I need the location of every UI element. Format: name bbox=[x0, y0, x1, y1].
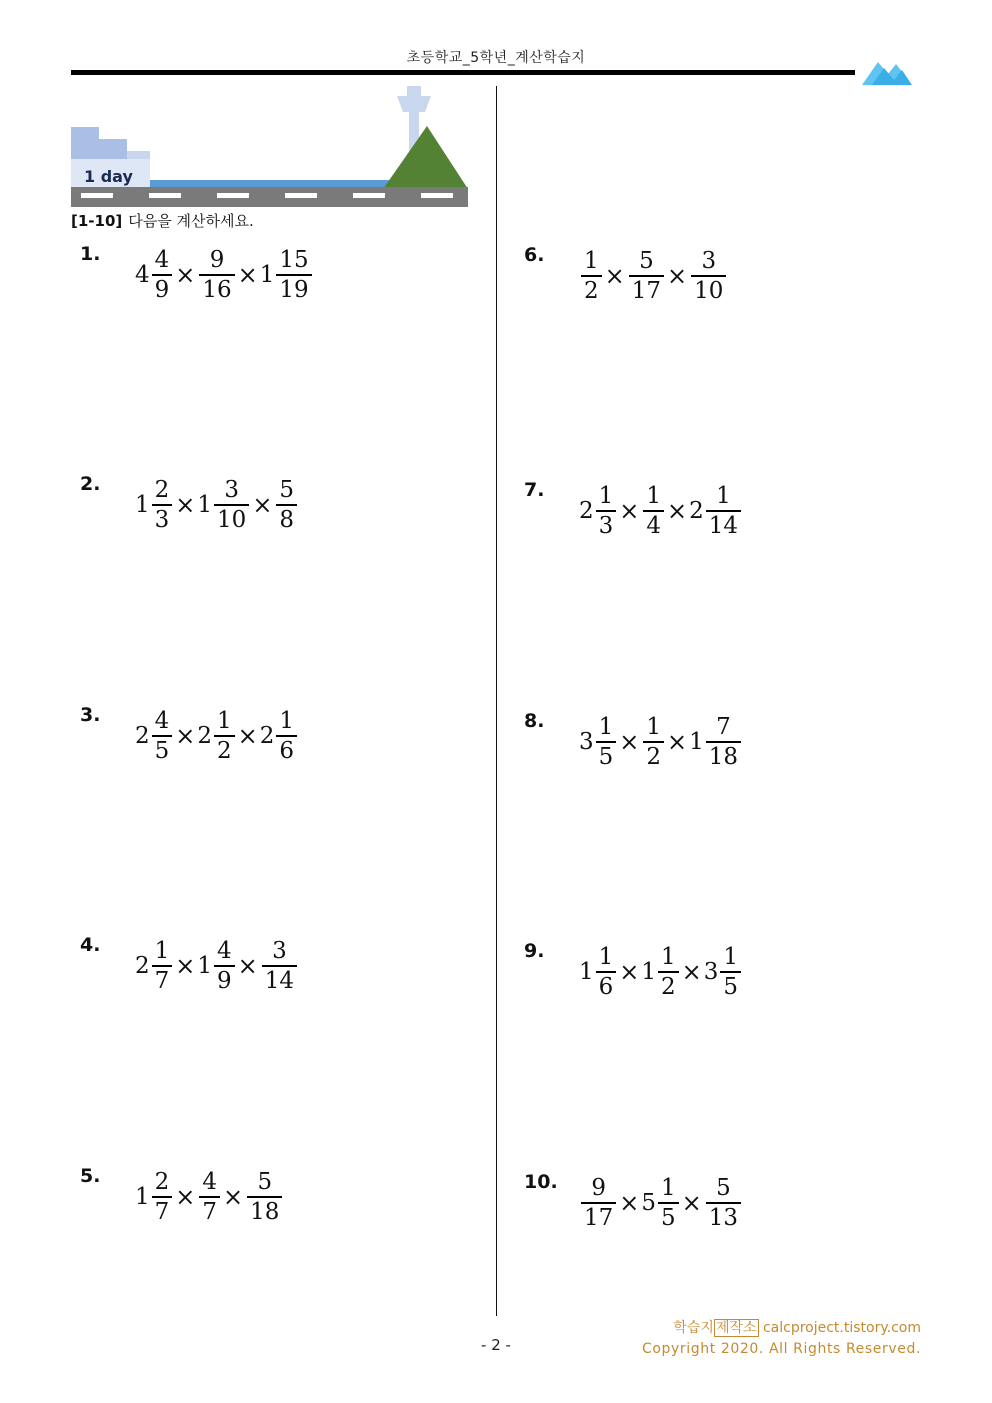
fraction bbox=[214, 707, 235, 764]
fraction bbox=[720, 943, 741, 1000]
denominator: 19 bbox=[279, 276, 309, 303]
denominator: 18 bbox=[250, 1198, 280, 1225]
whole-part: 1 bbox=[689, 729, 704, 755]
problem-number: 5. bbox=[80, 1165, 101, 1187]
times-operator: × bbox=[237, 952, 258, 980]
fraction bbox=[152, 476, 173, 533]
problem-number: 9. bbox=[524, 940, 545, 962]
numerator: 9 bbox=[209, 247, 225, 274]
fraction bbox=[706, 1174, 741, 1231]
footer-brand bbox=[673, 1317, 921, 1337]
numerator: 5 bbox=[716, 1175, 731, 1202]
numerator: 9 bbox=[591, 1175, 606, 1202]
numerator: 1 bbox=[716, 483, 731, 510]
denominator: 2 bbox=[584, 277, 599, 304]
denominator: 17 bbox=[631, 277, 662, 304]
problem-expression bbox=[135, 473, 298, 537]
whole-part: 2 bbox=[197, 723, 213, 749]
denominator: 16 bbox=[202, 276, 232, 303]
instruction bbox=[71, 210, 254, 231]
problem-number: 2. bbox=[80, 473, 101, 495]
times-operator: × bbox=[175, 491, 196, 519]
times-operator: × bbox=[667, 728, 688, 756]
problem-number: 3. bbox=[80, 704, 101, 726]
fraction bbox=[276, 246, 311, 303]
denominator: 6 bbox=[598, 973, 614, 1000]
times-operator: × bbox=[619, 497, 640, 525]
times-operator: × bbox=[619, 1189, 640, 1217]
whole-part: 2 bbox=[689, 498, 704, 524]
numerator: 1 bbox=[217, 708, 232, 735]
denominator: 10 bbox=[694, 277, 724, 304]
numerator: 1 bbox=[646, 714, 662, 741]
problem-expression bbox=[135, 704, 298, 768]
times-operator: × bbox=[681, 958, 702, 986]
page-number: - 2 - bbox=[481, 1336, 511, 1354]
fraction bbox=[276, 476, 297, 533]
fraction bbox=[199, 1168, 220, 1225]
numerator: 4 bbox=[202, 1169, 218, 1196]
fraction bbox=[643, 713, 664, 770]
whole-part: 3 bbox=[703, 959, 719, 985]
brand-name-b: 제작소 bbox=[715, 1320, 757, 1336]
times-operator: × bbox=[667, 497, 688, 525]
denominator: 18 bbox=[708, 743, 739, 770]
denominator: 4 bbox=[646, 512, 662, 539]
denominator: 14 bbox=[708, 512, 739, 539]
numerator: 1 bbox=[598, 483, 614, 510]
numerator: 1 bbox=[154, 938, 170, 965]
whole-part: 1 bbox=[259, 262, 275, 288]
whole-part: 1 bbox=[135, 492, 150, 518]
fraction bbox=[199, 246, 234, 303]
fraction bbox=[596, 482, 617, 539]
problem-number: 8. bbox=[524, 710, 545, 732]
numerator: 3 bbox=[224, 477, 239, 504]
times-operator: × bbox=[619, 728, 640, 756]
numerator: 1 bbox=[661, 944, 676, 971]
denominator: 9 bbox=[154, 276, 170, 303]
numerator: 2 bbox=[154, 477, 170, 504]
whole-part: 2 bbox=[135, 953, 150, 979]
problem-number: 6. bbox=[524, 244, 545, 266]
times-operator: × bbox=[175, 1183, 196, 1211]
denominator: 2 bbox=[646, 743, 662, 770]
problem-expression bbox=[135, 1165, 283, 1229]
denominator: 7 bbox=[202, 1198, 218, 1225]
whole-part: 1 bbox=[197, 953, 213, 979]
denominator: 3 bbox=[598, 512, 614, 539]
fraction bbox=[596, 713, 617, 770]
times-operator: × bbox=[252, 491, 273, 519]
numerator: 1 bbox=[584, 248, 599, 275]
whole-part: 2 bbox=[579, 498, 594, 524]
numerator: 1 bbox=[723, 944, 739, 971]
times-operator: × bbox=[175, 261, 196, 289]
problem-number: 1. bbox=[80, 243, 101, 265]
instruction-text: 다음을 계산하세요. bbox=[128, 212, 254, 230]
numerator: 1 bbox=[598, 944, 614, 971]
numerator: 1 bbox=[598, 714, 614, 741]
column-divider bbox=[496, 86, 497, 1316]
fraction bbox=[581, 247, 602, 304]
denominator: 5 bbox=[661, 1204, 676, 1231]
denominator: 7 bbox=[154, 967, 170, 994]
fraction bbox=[247, 1168, 282, 1225]
header-rule bbox=[71, 70, 855, 75]
numerator: 3 bbox=[272, 938, 287, 965]
denominator: 5 bbox=[598, 743, 614, 770]
fraction bbox=[152, 1168, 173, 1225]
whole-part: 3 bbox=[579, 729, 594, 755]
times-operator: × bbox=[667, 262, 688, 290]
fraction bbox=[152, 707, 173, 764]
denominator: 2 bbox=[217, 737, 232, 764]
fraction bbox=[629, 247, 664, 304]
numerator: 2 bbox=[154, 1169, 170, 1196]
times-operator: × bbox=[175, 722, 196, 750]
denominator: 5 bbox=[723, 973, 739, 1000]
problem-number: 10. bbox=[524, 1171, 558, 1193]
denominator: 14 bbox=[264, 967, 295, 994]
fraction bbox=[214, 937, 235, 994]
numerator: 4 bbox=[154, 708, 170, 735]
whole-part: 1 bbox=[579, 959, 594, 985]
instruction-range: [1-10] bbox=[71, 212, 123, 230]
numerator: 5 bbox=[257, 1169, 273, 1196]
copyright: Copyright 2020. All Rights Reserved. bbox=[641, 1341, 921, 1357]
worksheet-title: 초등학교_5학년_계산학습지 bbox=[406, 50, 586, 66]
fraction bbox=[691, 247, 726, 304]
times-operator: × bbox=[604, 262, 625, 290]
fraction bbox=[581, 1174, 616, 1231]
times-operator: × bbox=[237, 722, 258, 750]
fraction bbox=[706, 482, 741, 539]
problem-expression bbox=[579, 710, 742, 774]
fraction bbox=[152, 246, 173, 303]
fraction bbox=[262, 937, 297, 994]
problem-expression bbox=[135, 243, 313, 307]
fraction bbox=[658, 1174, 679, 1231]
numerator: 15 bbox=[279, 247, 309, 274]
denominator: 6 bbox=[279, 737, 295, 764]
numerator: 1 bbox=[661, 1175, 676, 1202]
problem-expression bbox=[579, 940, 742, 1004]
denominator: 2 bbox=[661, 973, 676, 1000]
numerator: 5 bbox=[279, 477, 295, 504]
day-label: 1 day bbox=[84, 167, 133, 186]
numerator: 5 bbox=[639, 248, 654, 275]
times-operator: × bbox=[681, 1189, 702, 1217]
numerator: 7 bbox=[716, 714, 731, 741]
numerator: 1 bbox=[279, 708, 295, 735]
problem-expression bbox=[579, 479, 742, 543]
whole-part: 1 bbox=[197, 492, 213, 518]
times-operator: × bbox=[223, 1183, 244, 1211]
denominator: 13 bbox=[708, 1204, 739, 1231]
banner-scene-icon bbox=[71, 84, 469, 210]
denominator: 5 bbox=[154, 737, 170, 764]
fraction bbox=[152, 937, 173, 994]
fraction bbox=[214, 476, 249, 533]
numerator: 3 bbox=[701, 248, 717, 275]
denominator: 7 bbox=[154, 1198, 170, 1225]
whole-part: 2 bbox=[135, 723, 150, 749]
whole-part: 5 bbox=[641, 1190, 657, 1216]
denominator: 3 bbox=[154, 506, 170, 533]
problem-number: 4. bbox=[80, 934, 101, 956]
fraction bbox=[276, 707, 297, 764]
whole-part: 1 bbox=[135, 1184, 150, 1210]
numerator: 1 bbox=[646, 483, 662, 510]
times-operator: × bbox=[237, 261, 258, 289]
numerator: 4 bbox=[217, 938, 232, 965]
denominator: 17 bbox=[584, 1204, 614, 1231]
denominator: 8 bbox=[279, 506, 295, 533]
day-banner bbox=[71, 84, 469, 214]
whole-part: 1 bbox=[641, 959, 657, 985]
brand-name-a: 학습지 bbox=[673, 1320, 714, 1336]
fraction bbox=[658, 943, 679, 1000]
mountain-logo-icon bbox=[862, 58, 914, 86]
numerator: 4 bbox=[154, 247, 170, 274]
whole-part: 2 bbox=[259, 723, 275, 749]
problem-expression bbox=[579, 244, 727, 308]
times-operator: × bbox=[175, 952, 196, 980]
fraction bbox=[596, 943, 617, 1000]
fraction bbox=[706, 713, 741, 770]
whole-part: 4 bbox=[135, 262, 150, 288]
problem-number: 7. bbox=[524, 479, 545, 501]
brand-site[interactable]: calcproject.tistory.com bbox=[758, 1320, 921, 1336]
times-operator: × bbox=[619, 958, 640, 986]
denominator: 9 bbox=[217, 967, 232, 994]
problem-expression bbox=[579, 1171, 742, 1235]
problem-expression bbox=[135, 934, 298, 998]
denominator: 10 bbox=[217, 506, 247, 533]
fraction bbox=[643, 482, 664, 539]
